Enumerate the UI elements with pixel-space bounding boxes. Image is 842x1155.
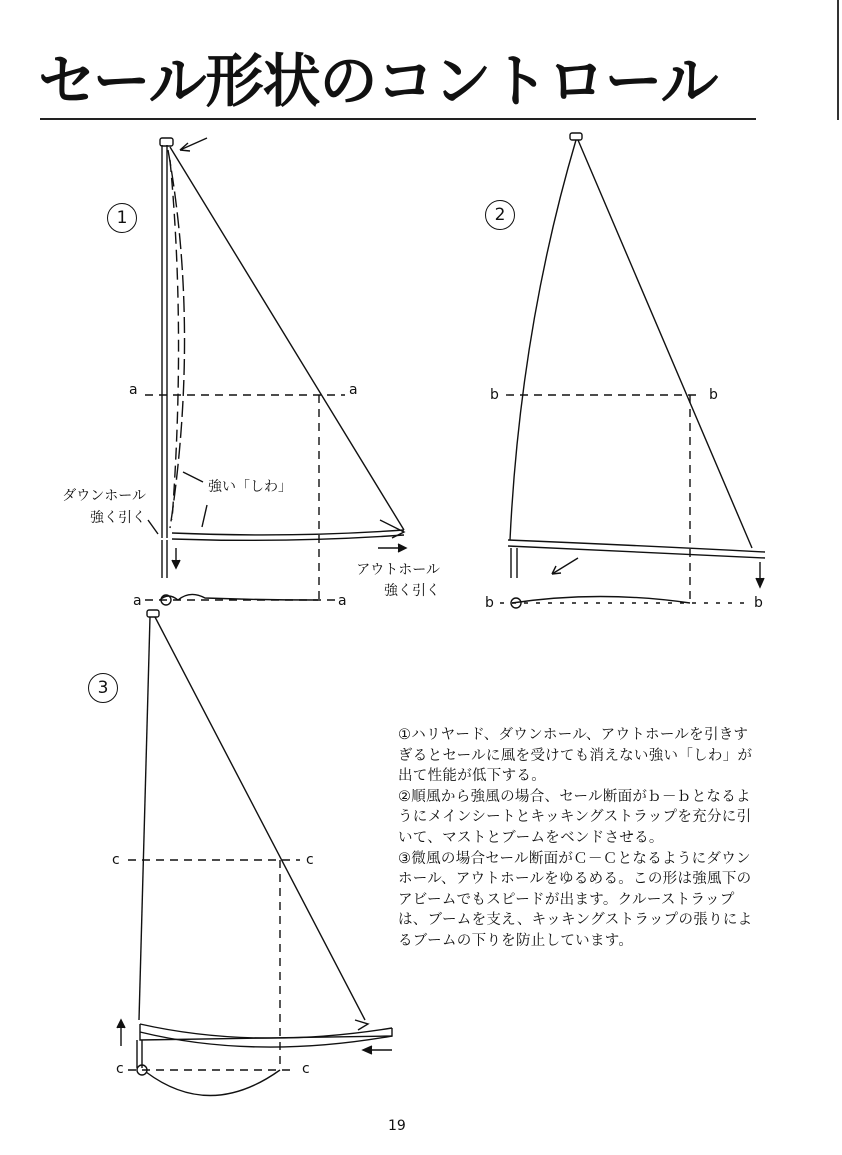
fig3-leech	[155, 617, 365, 1020]
fig2-luff	[510, 140, 576, 540]
figure-3-number: 3	[88, 673, 118, 703]
fig1-masthead	[160, 138, 173, 146]
fig2-bottom-left-label: b	[485, 595, 494, 611]
figure-3-drawing	[117, 610, 392, 1096]
fig1-wrinkle-pointer2	[202, 505, 207, 527]
page-title: セール形状のコントロール	[38, 47, 718, 115]
note-2: ②順風から強風の場合、セール断面がｂ－ｂとなるようにメインシートとキッキングストラップを充分に引いて、マストとブームをベンドさせる。	[398, 788, 752, 846]
figure-2-drawing	[500, 133, 765, 611]
figure-1-number: 1	[107, 203, 137, 233]
fig1-outhaul-label-1: アウトホール	[356, 562, 440, 578]
fig1-leech	[170, 147, 404, 530]
fig3-bottom-left-label: c	[116, 1061, 124, 1077]
fig1-boom-bottom	[172, 535, 404, 540]
fig3-section-left-label: c	[112, 852, 120, 868]
fig1-wrinkle-label: 強い「しわ」	[208, 479, 292, 495]
fig1-downhaul-label-2: 強く引く	[90, 510, 146, 526]
fig1-section-profile	[160, 594, 318, 600]
fig1-boom-top	[172, 530, 404, 535]
explanation-notes	[398, 725, 758, 952]
fig2-section-right-label: b	[709, 387, 718, 403]
fig1-wrinkle-pointer	[183, 472, 203, 482]
fig3-bottom-right-label: c	[302, 1061, 310, 1077]
fig2-section-left-label: b	[490, 387, 499, 403]
fig3-section-right-label: c	[306, 852, 314, 868]
fig1-outhaul-label-2: 強く引く	[384, 583, 440, 599]
fig2-boom-top	[508, 540, 765, 552]
fig1-bottom-left-label: a	[133, 593, 142, 609]
fig2-section-profile	[512, 597, 690, 604]
figure-2-number: 2	[485, 200, 515, 230]
fig3-section-profile	[146, 1070, 280, 1096]
fig2-leech	[578, 140, 752, 548]
page-number: 19	[388, 1118, 406, 1134]
fig3-luff	[139, 617, 150, 1020]
fig1-wrinkle-outer	[168, 150, 185, 528]
note-3: ③微風の場合セール断面がＣ－Ｃとなるようにダウンホール、アウトホールをゆるめる。この形は強風下のアビームでもスピードが出ます。クルーストラップは、ブームを支え、キッキングストラップの張りによるブームの下りを防止しています。	[398, 850, 753, 949]
fig1-section-left-label: a	[129, 382, 138, 398]
note-1: ①ハリヤード、ダウンホール、アウトホールを引きすぎるとセールに風を受けても消えない強い「しわ」が出て性能が低下する。	[398, 727, 753, 785]
figure-1-drawing	[145, 138, 406, 605]
fig2-boom-bottom	[508, 546, 765, 558]
fig1-section-right-label: a	[349, 382, 358, 398]
fig1-downhaul-label-1: ダウンホール	[62, 488, 146, 504]
fig2-bottom-right-label: b	[754, 595, 763, 611]
fig1-bottom-right-label: a	[338, 593, 347, 609]
fig1-head-arrow	[180, 138, 207, 150]
